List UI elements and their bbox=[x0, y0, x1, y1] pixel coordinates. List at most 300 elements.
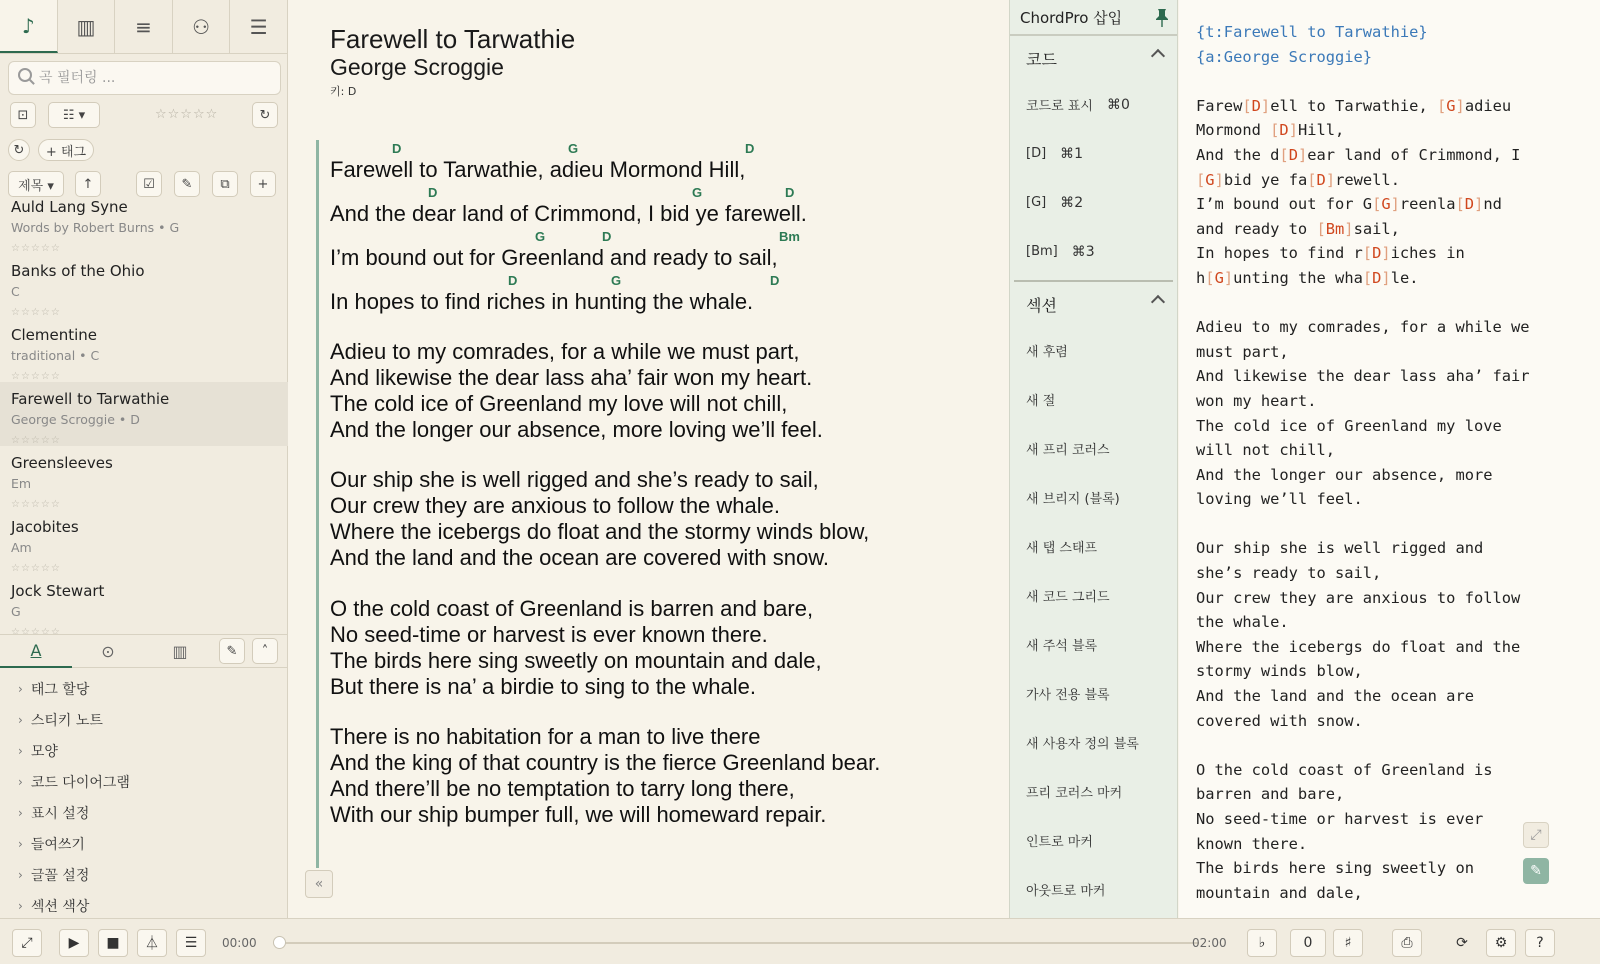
settings-group-label: 글꼴 설정 bbox=[30, 867, 90, 884]
settings-group[interactable] bbox=[0, 735, 288, 766]
source-chord: D bbox=[1279, 121, 1289, 140]
chord-items bbox=[1010, 80, 1177, 276]
source-lyric: the whale. bbox=[1196, 613, 1289, 632]
settings-group-label: 표시 설정 bbox=[30, 805, 90, 822]
source-line bbox=[1196, 241, 1591, 266]
source-lyric: And the d bbox=[1196, 145, 1280, 164]
bracket: ] bbox=[1381, 268, 1391, 287]
source-lyric: sail, bbox=[1353, 219, 1400, 238]
bracket: ] bbox=[1344, 219, 1354, 238]
playback-toolbar bbox=[0, 918, 1600, 964]
source-chord: D bbox=[1464, 195, 1475, 214]
expand-editor-button[interactable] bbox=[1523, 822, 1549, 848]
source-line bbox=[1196, 217, 1591, 242]
bracket: ] bbox=[1474, 195, 1484, 214]
source-line bbox=[1196, 709, 1591, 734]
source-line bbox=[1196, 782, 1591, 807]
insert-item-label: [G] bbox=[1026, 195, 1047, 210]
list-view-icon: ☷ ▾ bbox=[62, 107, 86, 123]
source-lyric: adieu bbox=[1464, 96, 1512, 115]
chord-symbol[interactable]: D bbox=[745, 141, 755, 156]
song-rating-stars[interactable]: ☆☆☆☆☆ bbox=[11, 563, 61, 574]
directive-line bbox=[1196, 45, 1591, 70]
archive-button[interactable] bbox=[10, 102, 36, 128]
insert-item-label: [D] bbox=[1026, 146, 1047, 161]
song-rating-stars[interactable]: ☆☆☆☆☆ bbox=[11, 371, 61, 382]
tab-playlists[interactable] bbox=[115, 0, 173, 53]
source-lyric: Hill, bbox=[1297, 121, 1345, 140]
settings-group[interactable] bbox=[0, 890, 288, 921]
source-chord: G bbox=[1214, 268, 1224, 287]
source-lyric: won my heart. bbox=[1196, 391, 1317, 410]
chevron-right-icon: › bbox=[18, 712, 23, 727]
tab-users[interactable] bbox=[173, 0, 231, 53]
song-rating-stars[interactable]: ☆☆☆☆☆ bbox=[11, 307, 61, 318]
source-chord: G bbox=[1446, 96, 1456, 115]
lyric-line: Our ship she is well rigged and she’s ready to sail, bbox=[330, 467, 819, 492]
insert-panel-header bbox=[1010, 0, 1177, 36]
source-line bbox=[1196, 512, 1591, 537]
refresh-button[interactable] bbox=[252, 102, 278, 128]
bracket: ] bbox=[1223, 268, 1234, 287]
insert-section-item[interactable] bbox=[1010, 767, 1177, 816]
source-text[interactable] bbox=[1196, 20, 1591, 905]
bracket: [ bbox=[1362, 244, 1373, 263]
sliders-icon: ☰ bbox=[249, 14, 268, 39]
song-list-meta: Em bbox=[11, 476, 32, 491]
lyric-line: The birds here sing sweetly on mountain and dale, bbox=[330, 648, 822, 673]
list-view-dropdown[interactable] bbox=[48, 102, 100, 128]
progress-track[interactable] bbox=[279, 942, 1199, 944]
progress-knob[interactable] bbox=[273, 936, 286, 949]
sync-button[interactable] bbox=[1447, 929, 1477, 957]
insert-section-item[interactable] bbox=[1010, 424, 1177, 473]
transpose-down-button[interactable] bbox=[1247, 929, 1277, 957]
insert-section-item[interactable] bbox=[1010, 326, 1177, 375]
bracket: ] bbox=[1381, 244, 1391, 263]
song-list-title: Auld Lang Syne bbox=[11, 198, 128, 216]
help-icon: ? bbox=[1536, 935, 1544, 951]
song-key: 키: D bbox=[330, 85, 357, 98]
tab-songs[interactable] bbox=[0, 0, 58, 53]
plus-icon: + bbox=[257, 176, 269, 192]
search-icon bbox=[18, 68, 32, 82]
source-lyric: nd bbox=[1483, 195, 1502, 214]
chord-symbol[interactable]: G bbox=[568, 141, 579, 156]
insert-section-item[interactable] bbox=[1010, 669, 1177, 718]
settings-group[interactable] bbox=[0, 704, 288, 735]
chevron-right-icon: › bbox=[18, 743, 23, 758]
song-list-meta: traditional • C bbox=[11, 348, 100, 363]
transpose-value bbox=[1290, 929, 1326, 957]
lyric-line: And there’ll be no temptation to tarry long there, bbox=[330, 776, 795, 801]
shortcut-label: ⌘1 bbox=[1060, 145, 1084, 162]
source-line bbox=[1196, 487, 1591, 512]
chevron-right-icon: › bbox=[18, 681, 23, 696]
insert-section-item[interactable] bbox=[1010, 473, 1177, 522]
song-filter-input[interactable] bbox=[8, 61, 281, 95]
source-lyric: I’m bound out for G bbox=[1196, 195, 1373, 214]
source-lyric: rewell. bbox=[1335, 170, 1400, 189]
source-chord: D bbox=[1372, 244, 1382, 263]
song-list-item[interactable] bbox=[0, 574, 288, 638]
shortcut-label: ⌘2 bbox=[1060, 194, 1084, 211]
chord-symbol[interactable]: G bbox=[535, 229, 546, 244]
edit-panel-button[interactable] bbox=[219, 638, 245, 664]
source-line bbox=[1196, 143, 1591, 168]
chevron-right-icon: › bbox=[18, 867, 23, 882]
tab-settings[interactable] bbox=[230, 0, 287, 53]
playlist-icon: ≡ bbox=[135, 14, 152, 39]
source-lyric: And likewise the dear lass aha’ fair bbox=[1196, 367, 1530, 386]
source-lyric: will not chill, bbox=[1196, 441, 1335, 460]
insert-section-item[interactable] bbox=[1010, 865, 1177, 914]
settings-group-label: 태그 할당 bbox=[30, 681, 90, 698]
song-list-meta: G bbox=[11, 604, 21, 619]
song-view bbox=[289, 0, 1009, 918]
playback-settings-button[interactable] bbox=[176, 929, 206, 957]
tab-playback[interactable] bbox=[72, 634, 144, 668]
collapse-panel-button[interactable] bbox=[252, 638, 278, 664]
expand-icon: ⤢ bbox=[1530, 827, 1542, 843]
source-lyric: reenla bbox=[1399, 195, 1456, 214]
bracket: ] bbox=[1260, 96, 1271, 115]
insert-item-label: 가사 전용 블록 bbox=[1026, 688, 1110, 703]
source-line bbox=[1196, 168, 1591, 193]
song-list-meta: Words by Robert Burns • G bbox=[11, 220, 180, 235]
source-line bbox=[1196, 192, 1591, 217]
source-lyric: Our crew they are anxious to follow bbox=[1196, 588, 1521, 607]
sync-icon: ⟳ bbox=[1456, 935, 1468, 951]
pencil-icon: ✎ bbox=[181, 176, 193, 192]
source-line bbox=[1196, 266, 1591, 291]
source-line bbox=[1196, 610, 1591, 635]
source-line bbox=[1196, 94, 1591, 119]
insert-section-item[interactable] bbox=[1010, 620, 1177, 669]
settings-group[interactable] bbox=[0, 766, 288, 797]
song-list-item[interactable] bbox=[0, 446, 288, 510]
tab-appearance[interactable] bbox=[0, 634, 72, 668]
settings-group-label: 섹션 색상 bbox=[30, 898, 90, 915]
source-line bbox=[1196, 684, 1591, 709]
chord-symbol[interactable]: G bbox=[611, 273, 622, 288]
song-list-title: Greensleeves bbox=[11, 454, 113, 472]
song-list-title: Banks of the Ohio bbox=[11, 262, 145, 280]
source-line bbox=[1196, 561, 1591, 586]
source-lyric: h bbox=[1196, 268, 1206, 287]
source-chord: D bbox=[1372, 268, 1382, 287]
insert-item-label: 코드로 표시 bbox=[1026, 99, 1093, 114]
insert-item-label: 아웃트로 마커 bbox=[1026, 884, 1106, 899]
sidebar-tabs bbox=[0, 0, 287, 54]
source-chord: G bbox=[1381, 195, 1391, 214]
insert-item-label: 새 프리 코러스 bbox=[1026, 443, 1110, 458]
chevron-up-icon bbox=[1151, 295, 1165, 309]
bracket: ] bbox=[1455, 96, 1465, 115]
song-list-title: Jock Stewart bbox=[11, 582, 105, 600]
fullscreen-icon: ⤢ bbox=[21, 935, 33, 951]
stop-button[interactable] bbox=[98, 929, 128, 957]
source-lyric: Where the icebergs do float and the bbox=[1196, 637, 1521, 656]
chevron-right-icon: › bbox=[18, 898, 23, 913]
bracket: ] bbox=[1288, 121, 1298, 140]
collapse-editor-button[interactable] bbox=[305, 870, 333, 898]
sharp-icon: ♯ bbox=[1344, 935, 1352, 951]
source-line bbox=[1196, 315, 1591, 340]
song-list-item[interactable] bbox=[0, 190, 288, 254]
lyric-line: And the dear land of Crimmond, I bid ye farewell. bbox=[330, 201, 807, 226]
shortcut-label: ⌘3 bbox=[1071, 243, 1095, 260]
song-list-item[interactable] bbox=[0, 382, 288, 446]
source-lyric: No seed-time or harvest is ever bbox=[1196, 810, 1484, 828]
reset-tags-button[interactable] bbox=[8, 139, 30, 161]
play-icon: ▶ bbox=[68, 935, 80, 951]
song-list-meta: Am bbox=[11, 540, 32, 555]
print-button[interactable] bbox=[1392, 929, 1422, 957]
source-lyric: Adieu to my comrades, for a while we bbox=[1196, 318, 1530, 337]
source-chord: D bbox=[1288, 145, 1298, 164]
bracket: [ bbox=[1242, 96, 1252, 115]
chords-section-header[interactable] bbox=[1010, 36, 1177, 80]
source-line bbox=[1196, 340, 1591, 365]
source-chord: D bbox=[1251, 96, 1261, 115]
insert-chord-item[interactable] bbox=[1010, 227, 1177, 276]
insert-item-label: 프리 코러스 마커 bbox=[1026, 786, 1123, 801]
play-circle-icon: ⊙ bbox=[101, 641, 115, 661]
insert-section-item[interactable] bbox=[1010, 522, 1177, 571]
chevron-double-left-icon: « bbox=[314, 876, 324, 892]
source-line bbox=[1196, 463, 1591, 488]
pencil-icon: ✎ bbox=[1530, 863, 1542, 879]
tab-keyboard-panel[interactable] bbox=[144, 634, 216, 668]
transpose-value-label: 0 bbox=[1303, 935, 1313, 951]
filter-wrap bbox=[0, 54, 287, 102]
insert-item-label: 새 사용자 정의 블록 bbox=[1026, 737, 1139, 752]
settings-list bbox=[0, 673, 288, 921]
insert-item-label: 새 절 bbox=[1026, 394, 1056, 409]
source-line bbox=[1196, 389, 1591, 414]
source-lyric: In hopes to find r bbox=[1196, 244, 1363, 263]
source-line bbox=[1196, 438, 1591, 463]
source-line bbox=[1196, 881, 1591, 906]
settings-group-label: 모양 bbox=[30, 743, 58, 760]
reload-icon: ↻ bbox=[13, 142, 25, 158]
bracket: [ bbox=[1372, 195, 1382, 214]
lyric-line: And the king of that country is the fierce Greenland bear. bbox=[330, 750, 881, 775]
chevron-up-icon bbox=[1151, 49, 1165, 63]
shortcut-label: ⌘0 bbox=[1106, 96, 1130, 113]
sections-section-header[interactable] bbox=[1010, 282, 1177, 326]
lyric-line: But there is na’ a birdie to sing to the whale. bbox=[330, 674, 756, 699]
source-lyric: known there. bbox=[1196, 834, 1308, 853]
archive-icon: ⊡ bbox=[17, 107, 29, 123]
song-rating-stars[interactable]: ☆☆☆☆☆ bbox=[11, 499, 61, 510]
chevron-right-icon: › bbox=[18, 805, 23, 820]
source-lyric: loving we’ll feel. bbox=[1196, 490, 1363, 509]
bracket: [ bbox=[1279, 145, 1289, 164]
source-line bbox=[1196, 586, 1591, 611]
directive-text: {a:George Scroggie} bbox=[1196, 47, 1373, 66]
verse-indicator bbox=[316, 140, 319, 868]
bracket: ] bbox=[1297, 145, 1308, 164]
source-lyric: And the land and the ocean are bbox=[1196, 687, 1474, 706]
bracket: [ bbox=[1270, 121, 1280, 140]
bracket: ] bbox=[1214, 170, 1224, 189]
source-chord: G bbox=[1205, 170, 1215, 189]
play-button[interactable] bbox=[59, 929, 89, 957]
pencil-icon: ✎ bbox=[226, 643, 238, 659]
song-rating-stars[interactable]: ☆☆☆☆☆ bbox=[11, 243, 61, 254]
source-lyric: le. bbox=[1390, 268, 1419, 287]
refresh-icon: ↻ bbox=[259, 107, 271, 123]
source-lyric: ear land of Crimmond, I bbox=[1307, 145, 1521, 164]
metronome-button[interactable] bbox=[137, 929, 167, 957]
bracket: [ bbox=[1316, 219, 1326, 238]
source-line bbox=[1196, 118, 1591, 143]
source-lyric: barren and bare, bbox=[1196, 785, 1345, 804]
stop-icon: ■ bbox=[106, 935, 120, 951]
source-lyric: Mormond bbox=[1196, 121, 1271, 140]
source-line bbox=[1196, 758, 1591, 783]
chord-symbol[interactable]: D bbox=[770, 273, 780, 288]
settings-group[interactable] bbox=[0, 673, 288, 704]
sidebar bbox=[0, 0, 288, 918]
source-lyric: Our ship she is well rigged and bbox=[1196, 539, 1484, 558]
lyric-line: I’m bound out for Greenland and ready to sail, bbox=[330, 245, 778, 270]
panel-tabs bbox=[0, 634, 288, 668]
chord-symbol[interactable]: D bbox=[602, 229, 612, 244]
text-format-icon: A bbox=[30, 640, 42, 660]
source-lyric: mountain and dale, bbox=[1196, 883, 1363, 902]
source-lyric: she’s ready to sail, bbox=[1196, 564, 1382, 583]
lyric-line: Our crew they are anxious to follow the whale. bbox=[330, 493, 781, 518]
chordpro-insert-panel bbox=[1009, 0, 1178, 918]
directive-line bbox=[1196, 20, 1591, 45]
source-line bbox=[1196, 635, 1591, 660]
settings-group[interactable] bbox=[0, 828, 288, 859]
lyric-line: There is no habitation for a man to live there bbox=[330, 724, 761, 749]
edit-mode-button[interactable] bbox=[1523, 858, 1549, 884]
source-lyric: and ready to bbox=[1196, 219, 1317, 238]
sort-dropdown[interactable]: 제목 ▾ bbox=[8, 171, 64, 197]
source-lyric: The birds here sing sweetly on bbox=[1196, 859, 1474, 878]
chevron-right-icon: › bbox=[18, 836, 23, 851]
insert-chord-item[interactable] bbox=[1010, 129, 1177, 178]
lyric-line: In hopes to find riches in hunting the whale. bbox=[330, 289, 754, 314]
bracket: [ bbox=[1307, 170, 1317, 189]
flat-icon: ♭ bbox=[1258, 935, 1266, 951]
transpose-up-button[interactable] bbox=[1333, 929, 1363, 957]
lyric-line: And the land and the ocean are covered with snow. bbox=[330, 545, 830, 570]
song-list bbox=[0, 198, 288, 638]
song-list-title: Jacobites bbox=[11, 518, 79, 536]
source-lyric: The cold ice of Greenland my love bbox=[1196, 416, 1502, 435]
source-lyric: stormy winds blow, bbox=[1196, 662, 1363, 681]
checklist-icon: ☑ bbox=[143, 176, 155, 192]
song-rating-stars[interactable]: ☆☆☆☆☆ bbox=[11, 627, 61, 638]
song-list-item[interactable] bbox=[0, 318, 288, 382]
music-note-icon: ♪ bbox=[21, 13, 35, 38]
tab-keyboard[interactable] bbox=[58, 0, 116, 53]
bracket: [ bbox=[1455, 195, 1465, 214]
import-icon: ⧉ bbox=[220, 176, 230, 192]
printer-icon: ⎙ bbox=[1401, 935, 1413, 951]
insert-chord-item[interactable] bbox=[1010, 178, 1177, 227]
rating-filter-stars[interactable]: ☆☆☆☆☆ bbox=[155, 107, 219, 122]
source-lyric: iches in bbox=[1390, 244, 1465, 263]
bracket: ] bbox=[1390, 195, 1400, 214]
chordpro-source-editor[interactable] bbox=[1179, 0, 1600, 918]
chord-symbol[interactable]: G bbox=[692, 185, 703, 200]
song-list-meta: George Scroggie • D bbox=[11, 412, 140, 427]
settings-group[interactable] bbox=[0, 859, 288, 890]
source-lyric: O the cold coast of Greenland is bbox=[1196, 760, 1493, 779]
insert-section-item[interactable] bbox=[1010, 718, 1177, 767]
source-line bbox=[1196, 536, 1591, 561]
source-line bbox=[1196, 291, 1591, 316]
directive-text: {t:Farewell to Tarwathie} bbox=[1196, 23, 1428, 41]
settings-group-label: 들여쓰기 bbox=[30, 836, 85, 853]
insert-section-item[interactable] bbox=[1010, 375, 1177, 424]
insert-section-item[interactable] bbox=[1010, 571, 1177, 620]
metronome-icon: ⏃ bbox=[145, 936, 159, 952]
insert-panel-title: ChordPro 삽입 bbox=[1020, 8, 1123, 27]
source-lyric: unting the wha bbox=[1233, 268, 1363, 287]
keyboard-icon: ▥ bbox=[76, 14, 96, 39]
settings-group[interactable] bbox=[0, 797, 288, 828]
chord-symbol[interactable]: D bbox=[392, 141, 402, 156]
bracket: [ bbox=[1436, 96, 1447, 115]
insert-item-label: 인트로 마커 bbox=[1026, 835, 1093, 850]
pin-icon[interactable] bbox=[1155, 8, 1169, 28]
source-line bbox=[1196, 414, 1591, 439]
insert-section-item[interactable] bbox=[1010, 816, 1177, 865]
help-button[interactable] bbox=[1525, 929, 1555, 957]
song-list-item[interactable] bbox=[0, 254, 288, 318]
source-line bbox=[1196, 659, 1591, 684]
sections-section-title: 섹션 bbox=[1026, 295, 1057, 315]
insert-item-label: 새 후렴 bbox=[1026, 345, 1068, 360]
source-lyric: must part, bbox=[1196, 342, 1289, 361]
song-list-title: Farewell to Tarwathie bbox=[11, 390, 170, 408]
add-tag-button[interactable]: + 태그 bbox=[38, 139, 94, 161]
chord-symbol[interactable]: D bbox=[508, 273, 518, 288]
source-lyric: bid ye fa bbox=[1223, 170, 1308, 189]
lyric-line: Where the icebergs do float and the stormy winds blow, bbox=[330, 519, 870, 544]
settings-button[interactable] bbox=[1486, 929, 1516, 957]
source-lyric: And the longer our absence, more bbox=[1196, 465, 1493, 484]
source-lyric: Farew bbox=[1196, 96, 1243, 115]
source-lyric: covered with snow. bbox=[1196, 711, 1363, 730]
lyric-line: And likewise the dear lass aha’ fair won my heart. bbox=[330, 365, 813, 390]
lyric-line: And the longer our absence, more loving we’ll feel. bbox=[330, 417, 823, 442]
song-list-item[interactable] bbox=[0, 510, 288, 574]
lyric-line: O the cold coast of Greenland is barren and bare, bbox=[330, 596, 814, 621]
insert-item-label: 새 주석 블록 bbox=[1026, 639, 1098, 654]
chord-symbol[interactable]: D bbox=[785, 185, 795, 200]
insert-item-label: 새 브리지 (블록) bbox=[1026, 492, 1120, 507]
chord-symbol[interactable]: D bbox=[428, 185, 438, 200]
section-items bbox=[1010, 326, 1177, 914]
users-icon: ⚇ bbox=[192, 14, 211, 39]
song-rating-stars[interactable]: ☆☆☆☆☆ bbox=[11, 435, 61, 446]
fullscreen-button[interactable] bbox=[12, 929, 42, 957]
chevron-right-icon: › bbox=[18, 774, 23, 789]
lyric-line: No seed-time or harvest is ever known there. bbox=[330, 622, 768, 647]
insert-chord-item[interactable] bbox=[1010, 80, 1177, 129]
chord-symbol[interactable]: Bm bbox=[779, 229, 800, 244]
insert-item-label: 새 코드 그리드 bbox=[1026, 590, 1110, 605]
